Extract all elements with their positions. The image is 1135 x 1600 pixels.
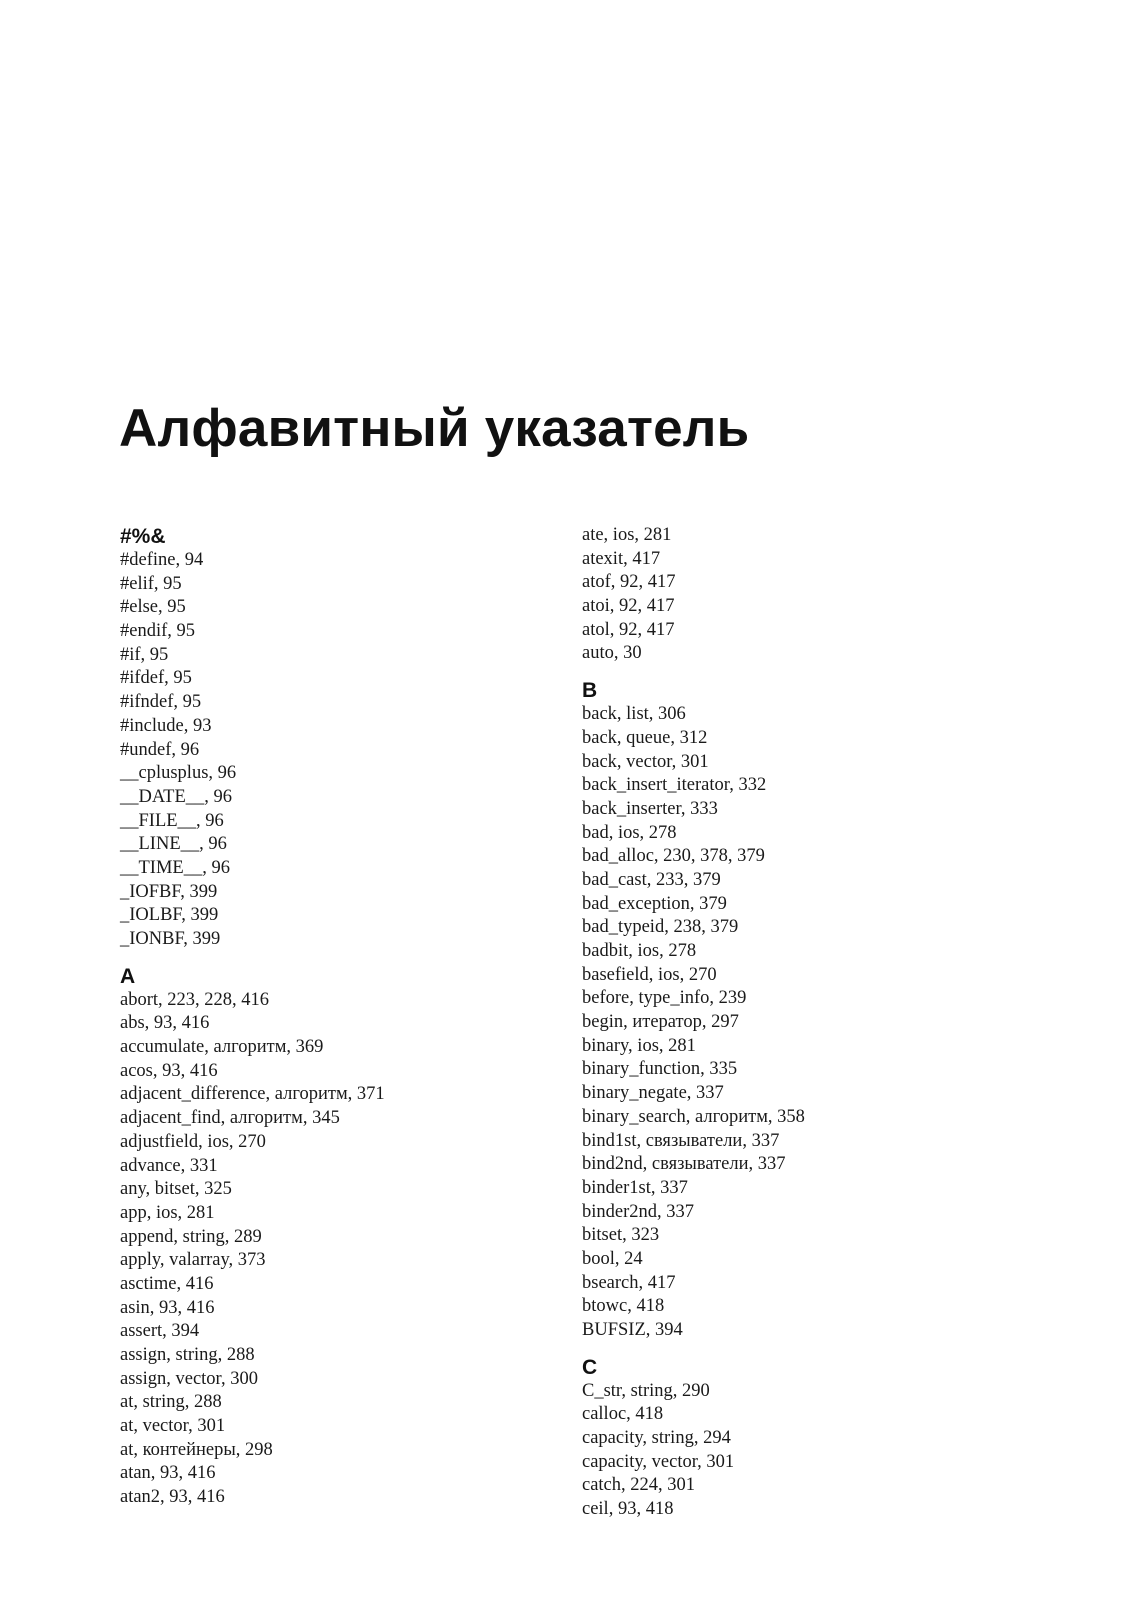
section-letter-a: A	[120, 964, 136, 988]
section-entries	[582, 524, 1002, 666]
index-entry: #define, 94	[120, 550, 204, 570]
section-letter-b: B	[582, 679, 598, 703]
index-entry: adjacent_difference, алгоритм, 371	[120, 1084, 385, 1105]
index-entry: catch, 224, 301	[582, 1475, 696, 1496]
section-entries	[582, 1380, 1002, 1522]
index-entry: #include, 93	[120, 715, 212, 736]
index-entry: any, bitset, 325	[120, 1179, 232, 1200]
index-entry: at, vector, 301	[120, 1416, 226, 1437]
index-entry: back, queue, 312	[582, 727, 708, 748]
index-entry: btowc, 418	[582, 1296, 665, 1317]
section-entries	[120, 989, 540, 1510]
index-entry: bad_cast, 233, 379	[582, 869, 721, 890]
index-entry: __LINE__, 96	[120, 834, 227, 855]
index-section-c	[582, 1355, 1002, 1522]
page-title: Алфавитный указатель	[119, 399, 750, 458]
section-letter-symbols: #%&	[120, 525, 166, 548]
index-column-left	[120, 524, 540, 1510]
index-entry: at, string, 288	[120, 1392, 222, 1413]
index-entry: BUFSIZ, 394	[582, 1320, 683, 1340]
index-entry: #ifndef, 95	[120, 692, 202, 713]
index-entry: back_insert_iterator, 332	[582, 775, 767, 796]
index-entry: #undef, 96	[120, 739, 200, 760]
index-entry: atan2, 93, 416	[120, 1487, 225, 1508]
index-entry: bsearch, 417	[582, 1272, 676, 1293]
index-entry: append, string, 289	[120, 1226, 262, 1247]
index-entry: assert, 394	[120, 1321, 200, 1342]
index-entry: ate, ios, 281	[582, 525, 672, 545]
index-entry: #endif, 95	[120, 621, 196, 642]
index-entry: assign, vector, 300	[120, 1368, 258, 1389]
index-entry: capacity, vector, 301	[582, 1451, 735, 1472]
index-entry: acos, 93, 416	[120, 1060, 218, 1081]
index-entry: #else, 95	[120, 597, 186, 618]
index-entry: atan, 93, 416	[120, 1463, 216, 1484]
index-entry: at, контейнеры, 298	[120, 1439, 273, 1460]
index-entry: binary_search, алгоритм, 358	[582, 1106, 805, 1127]
index-entry: __DATE__, 96	[120, 786, 233, 807]
index-entry: C_str, string, 290	[582, 1380, 710, 1401]
index-section-symbols	[120, 524, 540, 952]
index-entry: binary_function, 335	[582, 1059, 738, 1080]
index-entry: bitset, 323	[582, 1225, 660, 1246]
index-entry: apply, valarray, 373	[120, 1250, 266, 1271]
index-entry: accumulate, алгоритм, 369	[120, 1037, 324, 1058]
section-entries	[120, 549, 540, 952]
index-entry: bad_exception, 379	[582, 893, 727, 914]
index-entry: binder2nd, 337	[582, 1201, 695, 1222]
index-entry: abort, 223, 228, 416	[120, 989, 270, 1010]
index-entry: capacity, string, 294	[582, 1428, 731, 1449]
index-entry: back, list, 306	[582, 704, 686, 725]
index-entry: asctime, 416	[120, 1273, 214, 1294]
index-entry: assign, string, 288	[120, 1345, 255, 1365]
index-entry: atexit, 417	[582, 548, 661, 569]
index-section-a-continued	[582, 524, 1002, 666]
index-entry: _IONBF, 399	[120, 929, 221, 949]
index-entry: atoi, 92, 417	[582, 596, 675, 617]
index-entry: __TIME__, 96	[120, 857, 230, 878]
index-entry: atol, 92, 417	[582, 619, 675, 640]
index-entry: __FILE__, 96	[120, 810, 224, 831]
index-entry: adjacent_find, алгоритм, 345	[120, 1108, 340, 1129]
index-section-b	[582, 678, 1002, 1343]
index-entry: back_inserter, 333	[582, 798, 718, 819]
index-entry: bad_typeid, 238, 379	[582, 917, 739, 938]
index-section-a	[120, 964, 540, 1510]
index-entry: asin, 93, 416	[120, 1297, 215, 1318]
index-entry: _IOLBF, 399	[120, 905, 219, 926]
index-entry: _IOFBF, 399	[120, 881, 218, 902]
index-entry: back, vector, 301	[582, 751, 709, 772]
index-entry: calloc, 418	[582, 1404, 664, 1425]
index-entry: app, ios, 281	[120, 1202, 215, 1223]
index-entry: bind1st, связыватели, 337	[582, 1130, 780, 1151]
index-entry: abs, 93, 416	[120, 1013, 210, 1034]
index-entry: bad, ios, 278	[582, 822, 677, 843]
index-entry: bad_alloc, 230, 378, 379	[582, 846, 765, 867]
index-entry: ceil, 93, 418	[582, 1499, 674, 1520]
index-entry: __cplusplus, 96	[120, 763, 237, 784]
index-entry: binder1st, 337	[582, 1177, 688, 1198]
index-entry: adjustfield, ios, 270	[120, 1131, 266, 1152]
section-letter-c: C	[582, 1355, 598, 1379]
index-entry: auto, 30	[582, 643, 642, 664]
section-entries	[582, 703, 1002, 1343]
index-entry: bind2nd, связыватели, 337	[582, 1154, 786, 1175]
index-entry: advance, 331	[120, 1155, 218, 1176]
index-entry: #if, 95	[120, 644, 169, 665]
index-entry: badbit, ios, 278	[582, 941, 697, 961]
index-entry: bool, 24	[582, 1248, 643, 1269]
index-entry: begin, итератор, 297	[582, 1012, 739, 1033]
index-column-right	[582, 524, 1002, 1522]
index-entry: before, type_info, 239	[582, 988, 747, 1009]
index-entry: binary_negate, 337	[582, 1083, 724, 1104]
index-entry: basefield, ios, 270	[582, 964, 717, 985]
index-entry: binary, ios, 281	[582, 1035, 696, 1056]
index-entry: #elif, 95	[120, 573, 182, 594]
index-entry: #ifdef, 95	[120, 668, 192, 689]
index-entry: atof, 92, 417	[582, 572, 676, 593]
